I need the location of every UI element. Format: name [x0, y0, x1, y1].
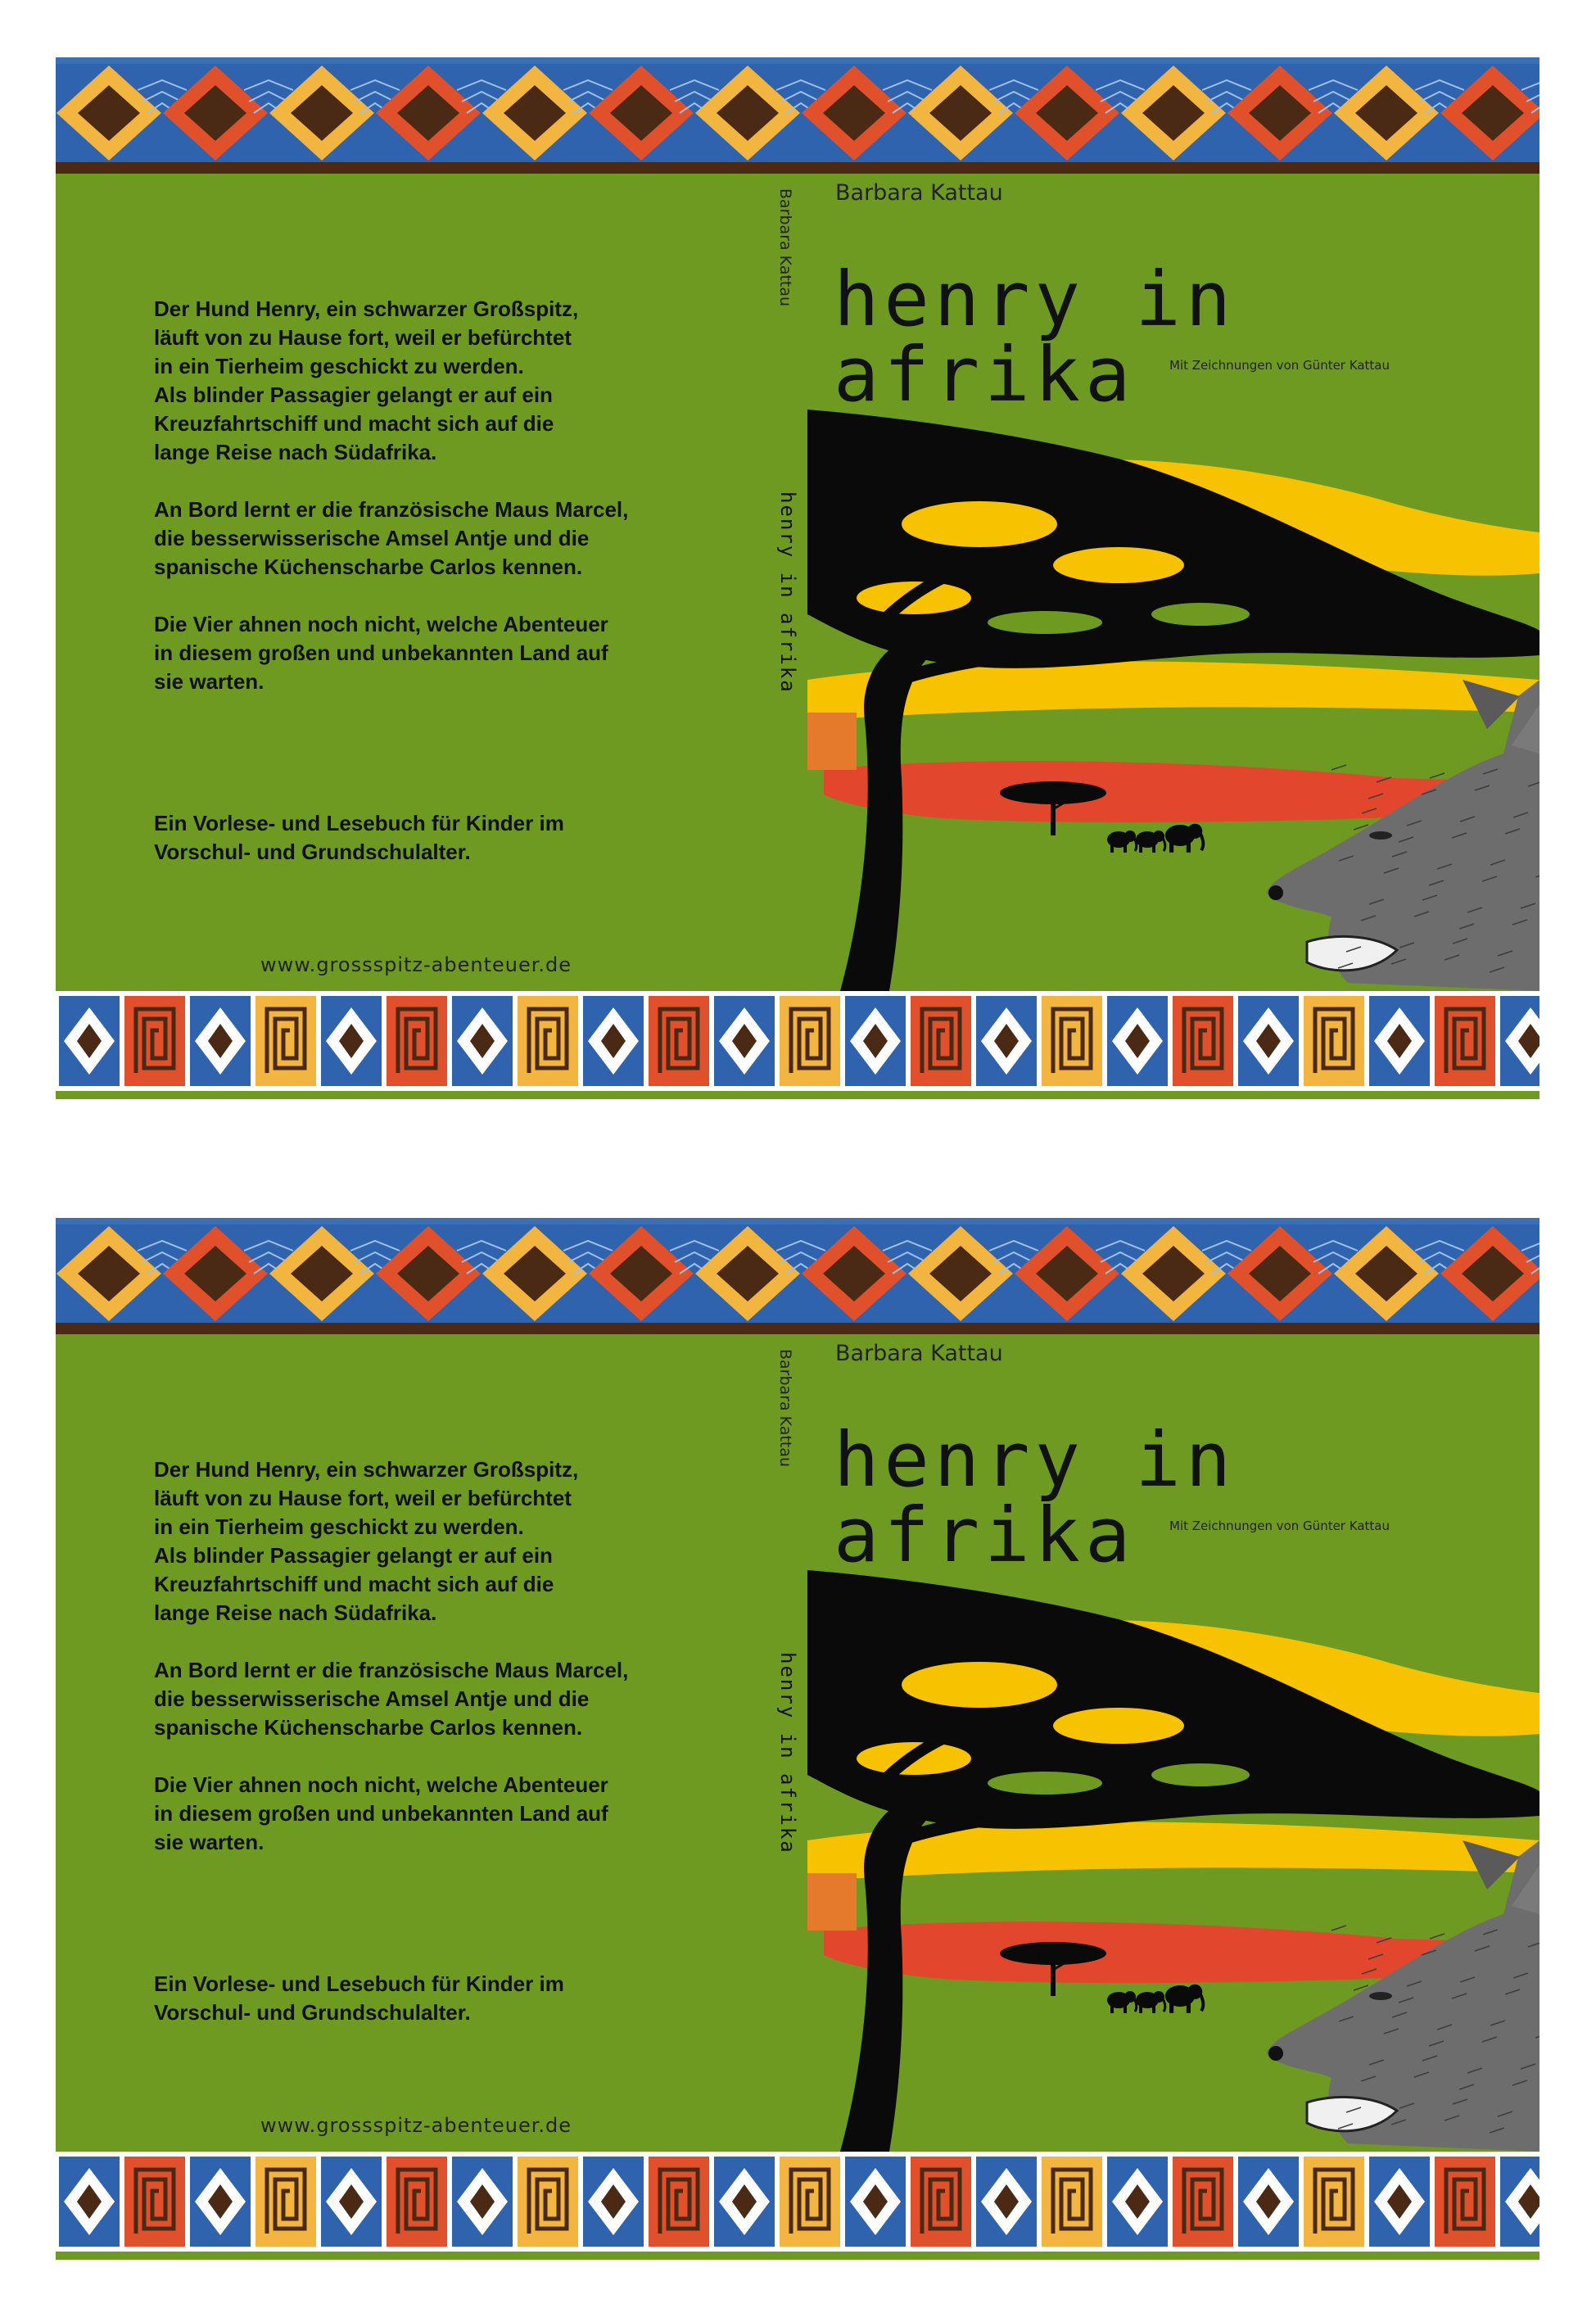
back-cover-tagline: Ein Vorlese- und Lesebuch für Kinder im Vorschul- und Grundschulalter.	[154, 1971, 564, 2025]
savanna-illustration	[807, 410, 1539, 991]
front-cover-author: Barbara Kattau	[835, 180, 1003, 206]
bottom-spiral-border-pattern	[56, 991, 1539, 1091]
back-cover-blurb	[154, 295, 727, 725]
book-cover-spread-2	[56, 1218, 1539, 2260]
blurb-paragraph: An Bord lernt er die französische Maus Marcel, die besserwisserische Amsel Antje und die spanische Küchenscharbe Carlos kennen.	[154, 1658, 629, 1740]
blurb-paragraph: Der Hund Henry, ein schwarzer Großspitz, läuft von zu Hause fort, weil er befürchtet in ein Tierheim geschickt zu werden. Als blinder Passagier gelangt er auf ein Kreuzfahrtschiff und macht sich auf die lange Reise nach Südafrika.	[154, 296, 579, 464]
spine-title: henry in afrika	[776, 1652, 799, 1854]
website-link[interactable]: www.grossspitz-abenteuer.de	[260, 2114, 572, 2137]
spine-title: henry in afrika	[776, 491, 799, 694]
front-cover-subtitle: Mit Zeichnungen von Günter Kattau	[1169, 1519, 1390, 1533]
front-cover-title: henry in afrika	[834, 1416, 1237, 1579]
top-diamond-border-pattern	[56, 57, 1539, 174]
back-cover-tagline: Ein Vorlese- und Lesebuch für Kinder im Vorschul- und Grundschulalter.	[154, 811, 564, 864]
blurb-paragraph: An Bord lernt er die französische Maus Marcel, die besserwisserische Amsel Antje und die spanische Küchenscharbe Carlos kennen.	[154, 497, 629, 579]
front-cover-author: Barbara Kattau	[835, 1341, 1003, 1366]
spine-author: Barbara Kattau	[776, 188, 794, 307]
book-cover-spread-1	[56, 57, 1539, 1099]
front-cover-subtitle: Mit Zeichnungen von Günter Kattau	[1169, 358, 1390, 373]
back-cover-blurb	[154, 1455, 727, 1885]
savanna-illustration	[807, 1570, 1539, 2152]
blurb-paragraph: Der Hund Henry, ein schwarzer Großspitz, läuft von zu Hause fort, weil er befürchtet in ein Tierheim geschickt zu werden. Als blinder Passagier gelangt er auf ein Kreuzfahrtschiff und macht sich auf die lange Reise nach Südafrika.	[154, 1457, 579, 1625]
blurb-paragraph: Die Vier ahnen noch nicht, welche Abenteuer in diesem großen und unbekannten Land auf sie warten.	[154, 1772, 608, 1854]
blurb-paragraph: Die Vier ahnen noch nicht, welche Abenteuer in diesem großen und unbekannten Land auf sie warten.	[154, 612, 608, 694]
spine-author: Barbara Kattau	[776, 1349, 794, 1468]
top-diamond-border-pattern	[56, 1218, 1539, 1334]
website-link[interactable]: www.grossspitz-abenteuer.de	[260, 953, 572, 976]
front-cover-title: henry in afrika	[834, 256, 1237, 419]
bottom-spiral-border-pattern	[56, 2152, 1539, 2252]
